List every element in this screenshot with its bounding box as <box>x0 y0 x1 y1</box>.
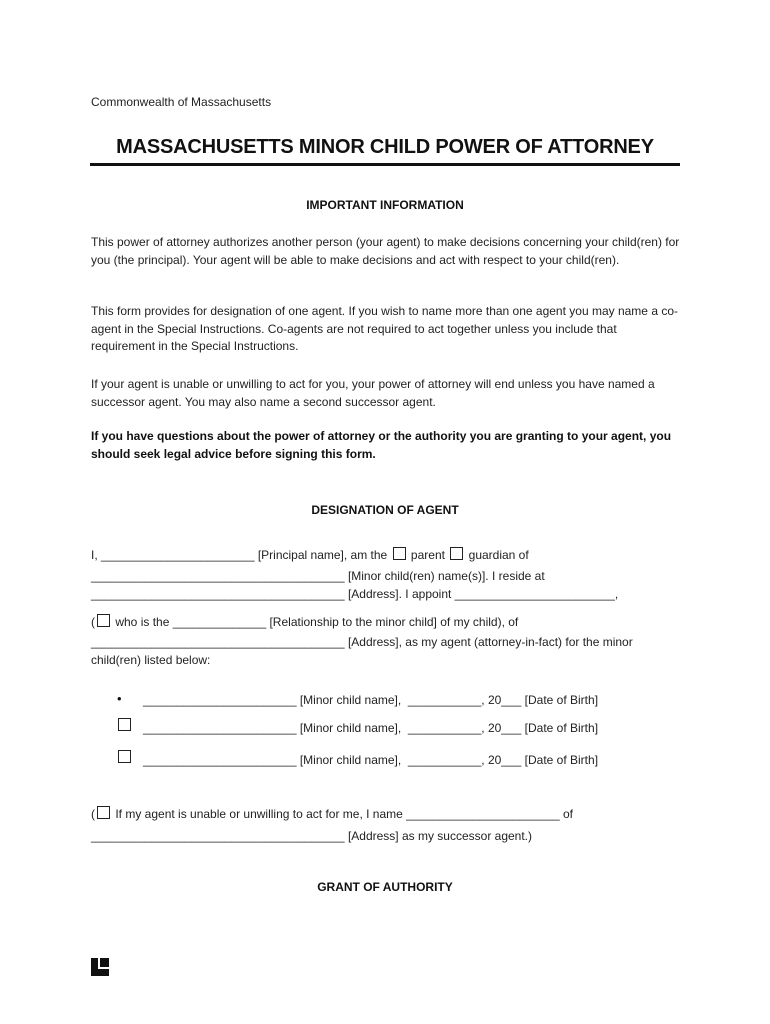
address-appoint-line: ______________________________________ [Address]. I appoint ________________________, <box>91 587 619 601</box>
child-row-1: _______________________ [Minor child name], ___________, 20___ [Date of Birth] <box>143 693 599 707</box>
page-title: MASSACHUSETTS MINOR CHILD POWER OF ATTORNEY <box>116 136 654 158</box>
successor-line-2: ______________________________________ [Address] as my successor agent.) <box>91 829 533 843</box>
important-information-heading: IMPORTANT INFORMATION <box>306 198 464 212</box>
relationship-checkbox[interactable] <box>97 614 110 627</box>
children-listed-line: child(ren) listed below: <box>91 653 211 667</box>
child-3-checkbox[interactable] <box>118 750 131 763</box>
relationship-line-text: who is the ______________ [Relationship to the minor child] of my child), of <box>115 615 519 629</box>
relationship-line <box>91 614 518 629</box>
bullet-icon: • <box>117 691 122 706</box>
child-row-3: _______________________ [Minor child name], ___________, 20___ [Date of Birth] <box>143 753 599 767</box>
child-2-checkbox[interactable] <box>118 718 131 731</box>
parent-label: parent <box>410 548 445 562</box>
state-header: Commonwealth of Massachusetts <box>91 95 272 109</box>
guardian-checkbox[interactable] <box>450 547 463 560</box>
successor-checkbox[interactable] <box>97 806 110 819</box>
principal-line-text: I, _______________________ [Principal name], am the <box>91 548 388 562</box>
successor-open-paren: ( <box>91 807 95 821</box>
info-paragraph-legal-advice: If you have questions about the power of attorney or the authority you are granting to your agent, you should seek legal advice before signing this form. <box>91 429 672 461</box>
successor-line-1 <box>91 806 573 821</box>
info-paragraph-2: This form provides for designation of one agent. If you wish to name more than one agent you may name a co-agent in the Special Instructions. Co-agents are not required to act together unless you include that requirement in the Special Instructions. <box>91 304 678 353</box>
info-paragraph-1: This power of attorney authorizes another person (your agent) to make decisions concerning your child(ren) for you (the principal). Your agent will be able to make decisions and act with respect to your child(ren). <box>91 235 680 267</box>
minor-children-line: ______________________________________ [Minor child(ren) name(s)]. I reside at <box>91 569 545 583</box>
child-row-2: _______________________ [Minor child name], ___________, 20___ [Date of Birth] <box>143 721 599 735</box>
guardian-label: guardian of <box>468 548 529 562</box>
title-divider <box>90 163 680 166</box>
principal-line <box>91 547 529 562</box>
agent-address-line: ______________________________________ [Address], as my agent (attorney-in-fact) for the minor <box>91 635 633 649</box>
grant-of-authority-heading: GRANT OF AUTHORITY <box>317 880 453 894</box>
relationship-open-paren: ( <box>91 615 95 629</box>
designation-heading: DESIGNATION OF AGENT <box>311 503 459 517</box>
legal-templates-logo-icon <box>91 958 109 976</box>
successor-line-text: If my agent is unable or unwilling to act for me, I name _______________________ of <box>115 807 573 821</box>
parent-checkbox[interactable] <box>393 547 406 560</box>
info-paragraph-3: If your agent is unable or unwilling to act for you, your power of attorney will end unless you have named a successor agent. You may also name a second successor agent. <box>91 377 655 409</box>
